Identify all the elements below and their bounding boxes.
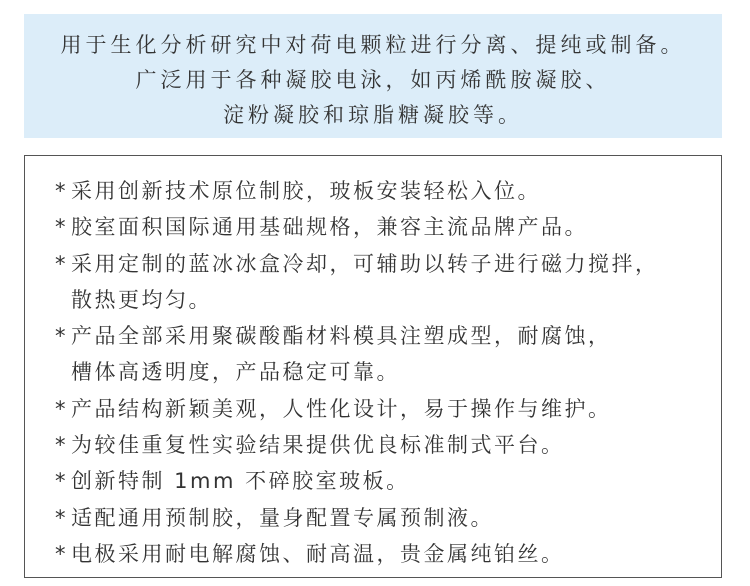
feature-item (55, 536, 721, 572)
feature-text: 胶室面积国际通用基础规格，兼容主流品牌产品。 (71, 215, 588, 240)
feature-bullet: * (55, 433, 66, 458)
feature-item (55, 318, 721, 354)
feature-bullet: * (55, 324, 66, 349)
feature-item (55, 209, 721, 245)
feature-text: 为较佳重复性实验结果提供优良标准制式平台。 (71, 433, 565, 458)
intro-line: 广泛用于各种凝胶电泳，如丙烯酰胺凝胶、 (135, 68, 611, 92)
feature-bullet: * (55, 505, 66, 530)
feature-text: 创新特制 1mm 不碎胶室玻板。 (71, 469, 410, 494)
feature-text: 采用创新技术原位制胶，玻板安装轻松入位。 (71, 179, 541, 203)
feature-bullet: * (55, 251, 66, 276)
feature-list (24, 155, 722, 578)
intro-line: 用于生化分析研究中对荷电颗粒进行分离、提纯或制备。 (60, 33, 686, 57)
feature-item (55, 427, 721, 463)
feature-item (55, 246, 721, 282)
feature-text: 采用定制的蓝冰冰盒冷却，可辅助以转子进行磁力搅拌， (71, 251, 659, 276)
feature-bullet: * (55, 396, 66, 421)
feature-bullet: * (55, 469, 66, 494)
feature-text: 产品结构新颖美观，人性化设计，易于操作与维护。 (71, 396, 612, 421)
feature-item (55, 391, 721, 427)
feature-item (55, 500, 721, 536)
feature-text-continuation: 散热更均匀。 (71, 287, 212, 312)
feature-item (55, 173, 721, 209)
feature-bullet: * (55, 215, 66, 240)
intro-panel (24, 14, 722, 138)
feature-text: 电极采用耐电解腐蚀、耐高温，贵金属纯铂丝。 (71, 541, 565, 566)
feature-text: 适配通用预制胶，量身配置专属预制液。 (71, 505, 494, 530)
feature-item (55, 463, 721, 499)
feature-text-continuation: 槽体高透明度，产品稳定可靠。 (71, 360, 400, 385)
intro-line: 淀粉凝胶和琼脂糖凝胶等。 (223, 103, 523, 127)
feature-bullet: * (55, 541, 66, 566)
feature-text: 产品全部采用聚碳酸酯材料模具注塑成型，耐腐蚀， (71, 324, 612, 349)
feature-bullet: * (55, 179, 66, 203)
